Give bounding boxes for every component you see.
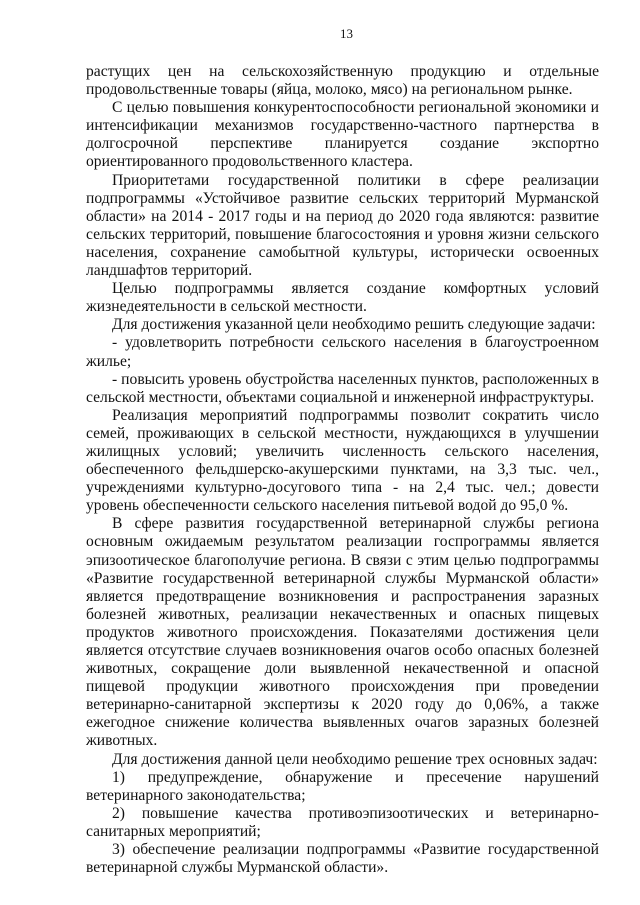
list-item-quality: 2) повышение качества противоэпизоотических и ветеринарно-санитарных мероприятий; [86, 804, 599, 840]
page-number: 13 [340, 26, 353, 41]
paragraph-veterinary-tasks-intro: Для достижения данной цели необходимо решение трех основных задач: [112, 750, 598, 768]
paragraph-export-cluster: С целью повышения конкурентоспособности региональной экономики и интенсификации механизмов государственно-частного партнерства в долгосрочной перспективе планируется создание экспортно ориентированного продовольственного кластера. [86, 99, 599, 171]
list-item-prevention: 1) предупреждение, обнаружение и пресечение нарушений ветеринарного законодательства; [86, 768, 599, 804]
paragraph-subprogram-goal: Целью подпрограммы является создание комфортных условий жизнедеятельности в сельской местности. [86, 280, 599, 316]
document-body [86, 63, 599, 877]
list-item-infrastructure: - повысить уровень обустройства населенных пунктов, расположенных в сельской местности, объектами социальной и инженерной инфраструктуры. [86, 370, 599, 406]
paragraph-expected-results: Реализация мероприятий подпрограммы позволит сократить число семей, проживающих в сельской местности, нуждающихся в улучшении жилищных условий; увеличить численность сельского населения, обеспеченного фельдшерско-акушерскими пунктами, на 3,3 тыс. чел., учреждениями культурно-досугового типа - на 2,4 тыс. чел.; довести уровень обеспеченности сельского населения питьевой водой до 95,0 %. [86, 406, 599, 515]
paragraph-continuation: растущих цен на сельскохозяйственную продукцию и отдельные продовольственные товары (яйца, молоко, мясо) на региональном рынке. [86, 63, 599, 99]
list-item-implementation: 3) обеспечение реализации подпрограммы «Развитие государственной ветеринарной службы Мурманской области». [86, 841, 599, 877]
paragraph-tasks-intro: Для достижения указанной цели необходимо решить следующие задачи: [112, 316, 596, 334]
paragraph-policy-priorities: Приоритетами государственной политики в сфере реализации подпрограммы «Устойчивое развитие сельских территорий Мурманской области» на 2014 - 2017 годы и на период до 2020 года являются: развитие сельских территорий, повышение благосостояния и уровня жизни сельского населения, сохранение самобытной культуры, исторически освоенных ландшафтов территорий. [86, 171, 599, 280]
list-item-housing: - удовлетворить потребности сельского населения в благоустроенном жилье; [86, 334, 599, 370]
paragraph-veterinary-service: В сфере развития государственной ветеринарной службы региона основным ожидаемым результатом реализации госпрограммы является эпизоотическое благополучие региона. В связи с этим целью подпрограммы «Развитие государственной ветеринарной службы Мурманской области» является предотвращение возникновения и распространения заразных болезней животных, реализации некачественных и опасных пищевых продуктов животного происхождения. Показателями достижения цели является отсутствие случаев возникновения очагов особо опасных болезней животных, сокращение доли выявленной некачественной и опасной пищевой продукции животного происхождения при проведении ветеринарно-санитарной экспертизы к 2020 году до 0,06%, а также ежегодное снижение количества выявленных очагов заразных болезней животных. [86, 515, 599, 750]
